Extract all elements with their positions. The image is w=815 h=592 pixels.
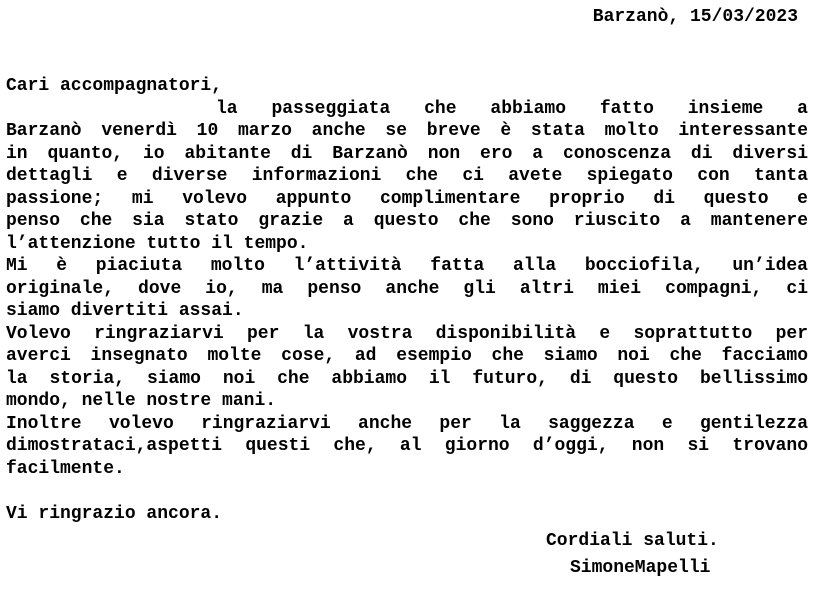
paragraph-1-line: in quanto, io abitante di Barzanò non ero a conoscenza di diversi xyxy=(6,143,808,164)
thanks-line: Vi ringrazio ancora. xyxy=(6,503,223,524)
greeting: Cari accompagnatori, xyxy=(6,76,223,96)
closing-line: Cordiali saluti. xyxy=(546,531,719,551)
paragraph-3-line: la storia, siamo noi che abbiamo il futuro, di questo bellissimo xyxy=(6,368,808,389)
paragraph-2-line: siamo divertiti assai. xyxy=(6,301,244,321)
paragraph-1-line: la passeggiata che abbiamo fatto insieme a xyxy=(216,98,808,119)
paragraph-1-line: l’attenzione tutto il tempo. xyxy=(6,233,309,254)
paragraph-1-line: penso che sia stato grazie a questo che sono riuscito a mantenere xyxy=(6,211,808,231)
paragraph-3-line: averci insegnato molte cose, ad esempio che siamo noi che facciamo xyxy=(6,346,808,366)
date-line: Barzanò, 15/03/2023 xyxy=(592,7,798,27)
paragraph-1-line: Barzanò venerdì 10 marzo anche se breve è stata molto interessante xyxy=(6,121,808,141)
paragraph-2-line: originale, dove io, ma penso anche gli altri miei compagni, ci xyxy=(6,278,808,299)
paragraph-1-line: dettagli e diverse informazioni che ci avete spiegato con tanta xyxy=(6,166,808,186)
paragraph-2-line: Mi è piaciuta molto l’attività fatta alla bocciofila, un’idea xyxy=(6,256,808,276)
paragraph-1-line: passione; mi volevo appunto complimentare proprio di questo e xyxy=(6,188,808,209)
paragraph-4-line: Inoltre volevo ringraziarvi anche per la saggezza e gentilezza xyxy=(6,413,808,434)
blank-line xyxy=(6,480,808,503)
paragraph-3-line: mondo, nelle nostre mani. xyxy=(6,391,277,411)
letter-body xyxy=(6,75,808,525)
paragraph-4-line: facilmente. xyxy=(6,458,125,479)
signature: SimoneMapelli xyxy=(570,558,711,578)
paragraph-4-line: dimostrataci,aspetti questi che, al giorno d’oggi, non si trovano xyxy=(6,436,808,456)
paragraph-3-line: Volevo ringraziarvi per la vostra disponibilità e soprattutto per xyxy=(6,323,808,344)
